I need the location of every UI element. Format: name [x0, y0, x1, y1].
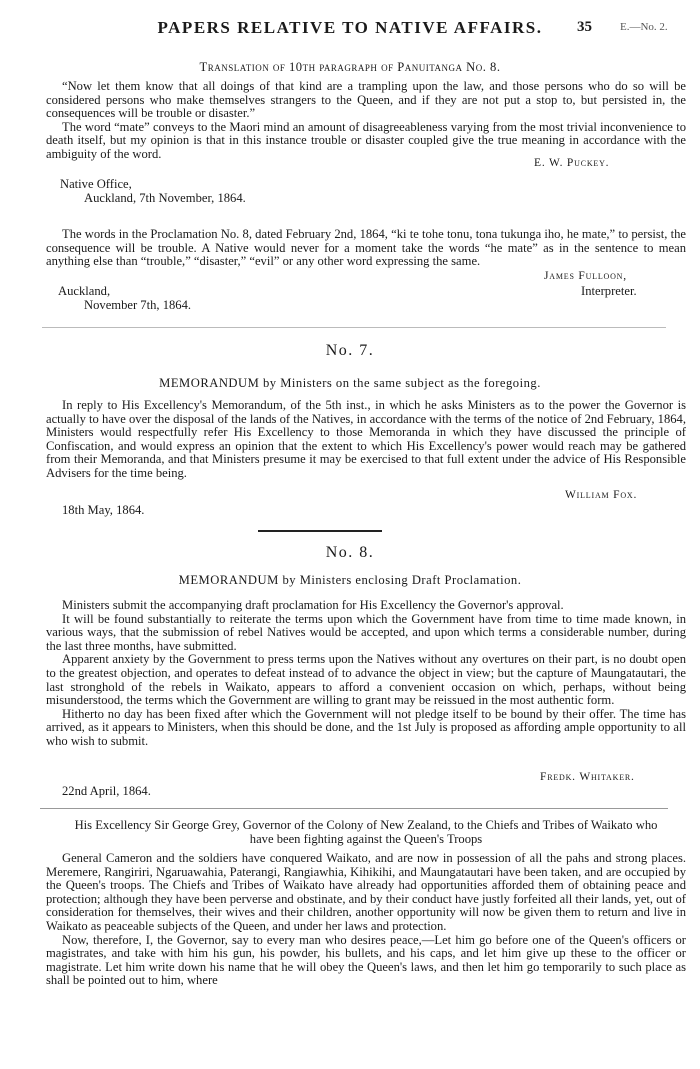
translation-heading: Translation of 10th paragraph of Panuitanga No. 8. [199, 60, 501, 74]
page-header-title: PAPERS RELATIVE TO NATIVE AFFAIRS. [157, 18, 543, 37]
fulloon-date: November 7th, 1864. [84, 298, 192, 312]
translation-paragraph-2: The word “mate” conveys to the Maori mind an amount of disagreeableness varying from the most trivial inconvenience to death itself, but my opinion is that in this instance trouble or disaster coupled give the true meaning in accordance with the ambiguity of the word. [46, 119, 686, 161]
fulloon-body [46, 228, 686, 269]
running-header [0, 18, 700, 40]
fulloon-place: Auckland, [58, 284, 111, 298]
section-divider-2 [40, 808, 668, 809]
no7-body [46, 399, 686, 481]
no7-paragraph: In reply to His Excellency's Memorandum, of the 5th inst., in which he asks Ministers as to the power the Governor is actually to have over the disposal of the lands of the Natives, in accordance with the terms of the notice of 2nd February, 1864, Ministers would respectfully refer His Excellency to those Memoranda in which they have discussed the principle of Confiscation, and would express an opinion that the extent to which His Excellency's power would reach may be gathered from their Memoranda, and that Ministers presume it may be exercised to that full extent under the advice of His Responsible Advisers for the time being. [46, 398, 686, 480]
document-reference: E.—No. 2. [620, 21, 668, 33]
no8-paragraph-3: Apparent anxiety by the Government to press terms upon the Natives without any overtures on their part, is no doubt open to the greatest objection, and operates to defeat instead of to advance the object in view; but the capture of Maungatautari, the last stronghold of the rebels in Waikato, appears to afford a convenient occasion on which, perhaps, without being misunderstood, the terms which the Government are willing to grant may be reissued in the most authentic form. [46, 652, 686, 708]
translation-body [46, 80, 686, 162]
no8-heading: No. 8. [325, 544, 375, 561]
page-number: 35 [577, 19, 592, 35]
proclamation-paragraph-2: Now, therefore, I, the Governor, say to every man who desires peace,—Let him go before one of the Queen's officers or magistrates, and take with him his gun, his powder, his bullets, and his caps, and let him give up these to the officer or magistrate. Let him write down his name that he will obey the Queen's laws, and then let him go temporarily to such place as shall be pointed out to him, where [46, 932, 686, 988]
whitaker-signature: Fredk. Whitaker. [540, 771, 635, 783]
section-rule [258, 530, 382, 532]
puckey-signature: E. W. Puckey. [534, 157, 610, 169]
fulloon-paragraph: The words in the Proclamation No. 8, dated February 2nd, 1864, “ki te tohe tonu, tona tukunga iho, he mate,” to persist, the consequence will be trouble. A Native would never for a moment take the words “he mate” as in the sentence to mean anything else than “trouble,” “disaster,” “evil” or any other word expressing the same. [46, 227, 686, 269]
section-divider [42, 327, 666, 328]
no8-paragraph-1: Ministers submit the accompanying draft proclamation for His Excellency the Governor's approval. [62, 598, 564, 612]
proclamation-paragraph-1: General Cameron and the soldiers have conquered Waikato, and are now in possession of all the pahs and strong places. Meremere, Rangiriri, Ngaruawahia, Paterangi, Rangiawhia, Kihikihi, and Maungatautari have been taken, and are occupied by the Queen's troops. The Chiefs and Tribes of Waikato have already had opportunities afforded them of obtaining peace and protection; although they have been perverse and obstinate, and by their conduct have justly forfeited all their lands, yet, out of consideration for themselves, their wives and their children, another opportunity will now be given them to return and live in Waikato as peaceable subjects of the Queen, and under her laws and protection. [46, 851, 686, 933]
translation-paragraph-1: “Now let them know that all doings of that kind are a trampling upon the law, and those persons who do so will be considered persons who make themselves strangers to the Queen, and if they are not put a stop to, but persisted in, the consequences will be trouble or disaster.” [46, 79, 686, 121]
no8-date: 22nd April, 1864. [62, 784, 151, 798]
fulloon-role: Interpreter. [581, 284, 637, 298]
fulloon-signature: James Fulloon, [544, 270, 627, 282]
no8-paragraph-4: Hitherto no day has been fixed after which the Government will not pledge itself to be bound by their offer. The time has arrived, as it appears to Ministers, when this should be done, and the 1st July is proposed as affording ample opportunity to all who wish to submit. [46, 706, 686, 748]
proclamation-heading: His Excellency Sir George Grey, Governor of the Colony of New Zealand, to the Chiefs and Tribes of Waikato who have been fighting against the Queen's Troops [74, 818, 658, 846]
fox-signature: William Fox. [565, 489, 638, 501]
no8-body [46, 599, 686, 749]
proclamation-body [46, 852, 686, 988]
translation-date: Auckland, 7th November, 1864. [84, 191, 246, 205]
translation-place: Native Office, [60, 177, 132, 191]
no8-memo-title: MEMORANDUM by Ministers enclosing Draft Proclamation. [178, 573, 522, 587]
no8-paragraph-2: It will be found substantially to reiterate the terms upon which the Government have from time to time made known, in various ways, that the submission of rebel Natives would be accepted, and upon which terms a considerable number, during the last three months, have submitted. [46, 611, 686, 653]
no7-heading: No. 7. [325, 342, 375, 359]
no7-memo-title: MEMORANDUM by Ministers on the same subject as the foregoing. [159, 376, 541, 390]
no7-date: 18th May, 1864. [62, 503, 145, 517]
